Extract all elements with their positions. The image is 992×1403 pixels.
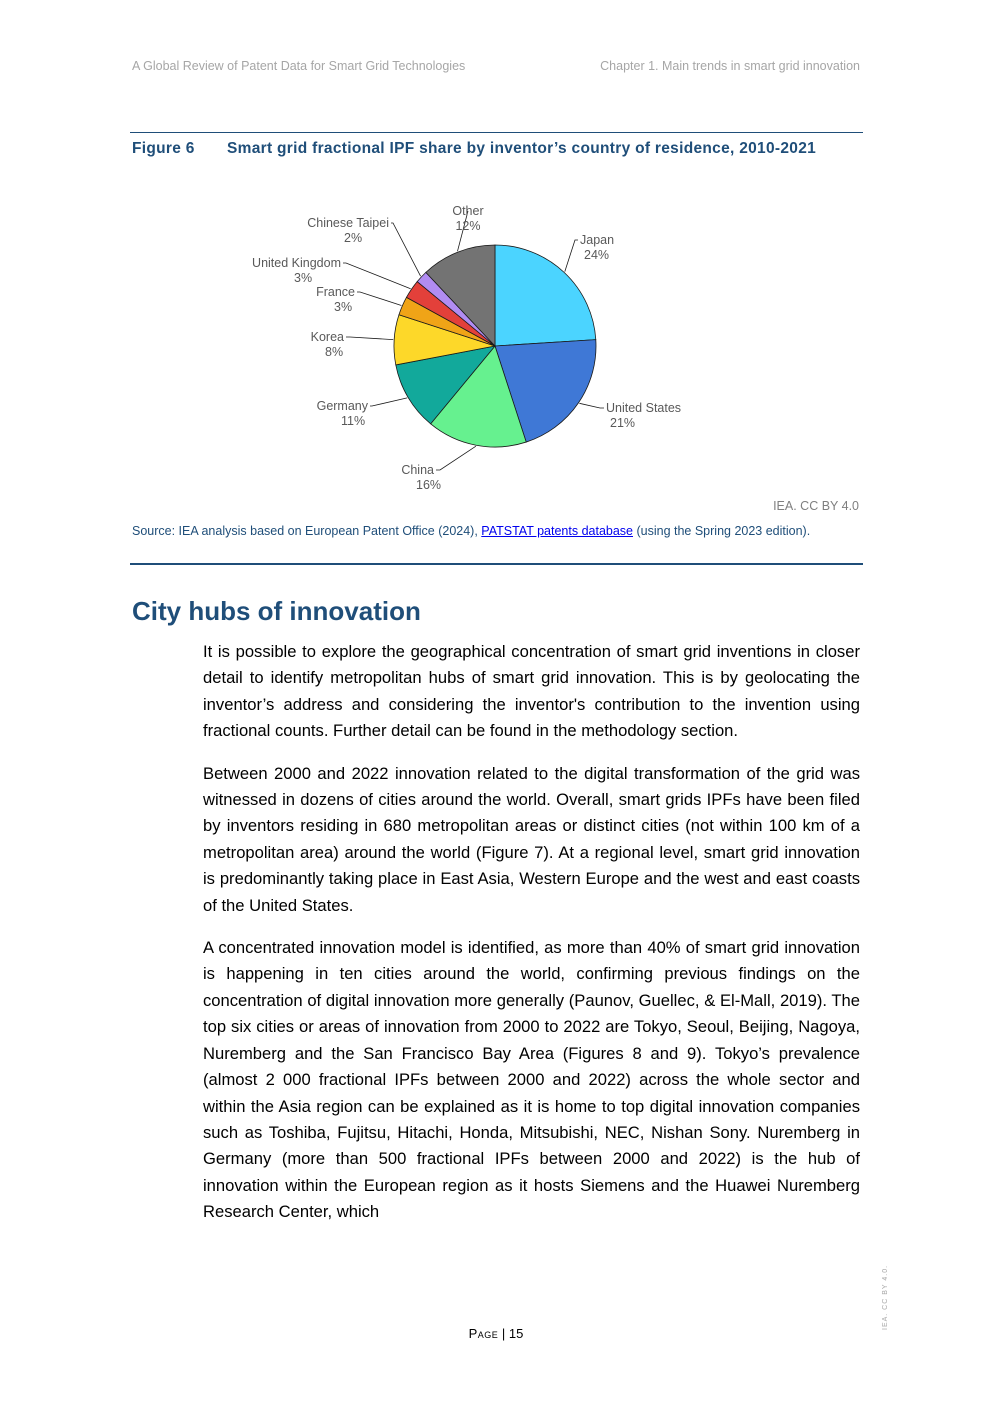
slice-label: Chinese Taipei bbox=[307, 216, 389, 230]
slice-value-label: 16% bbox=[416, 478, 442, 492]
source-text: Source: IEA analysis based on European Patent Office (2024), bbox=[132, 524, 482, 538]
leader-line bbox=[370, 398, 407, 406]
slice-label: China bbox=[401, 463, 434, 477]
leader-line bbox=[391, 223, 421, 276]
page-separator: | bbox=[501, 1326, 506, 1341]
side-license: IEA. CC BY 4.0. bbox=[882, 1264, 889, 1330]
slice-value-label: 2% bbox=[344, 231, 363, 245]
figure-bottom-rule bbox=[130, 563, 863, 565]
slice-value-label: 11% bbox=[341, 414, 366, 428]
leader-line bbox=[579, 403, 604, 408]
slice-label: United States bbox=[606, 401, 682, 415]
slice-value-label: 3% bbox=[294, 271, 313, 285]
slice-label: France bbox=[316, 285, 355, 299]
body-text bbox=[203, 639, 860, 1242]
figure-title: Smart grid fractional IPF share by inventor’s country of residence, 2010-2021 bbox=[227, 140, 817, 157]
figure-number: Figure 6 bbox=[132, 140, 195, 157]
chart-credit: IEA. CC BY 4.0 bbox=[773, 499, 859, 513]
leader-line bbox=[346, 337, 393, 340]
slice-value-label: 3% bbox=[334, 300, 353, 314]
patstat-link[interactable]: PATSTAT patents database bbox=[481, 524, 633, 538]
slice-value-label: 24% bbox=[584, 248, 610, 262]
page-number: 15 bbox=[508, 1326, 524, 1341]
slice-label: Germany bbox=[316, 399, 368, 413]
leader-line bbox=[565, 240, 578, 272]
paragraph: Between 2000 and 2022 innovation related to the digital transformation of the grid was witnessed in dozens of cities around the world. Overall, smart grids IPFs have been filed by inventors residing in 680 metropolitan areas or distinct cities (not within 100 km of a metropolitan area) around the world (Figure 7). At a regional level, smart grid innovation is predominantly taking place in East Asia, Western Europe and the west and east coasts of the United States. bbox=[203, 763, 860, 915]
slice-label: United Kingdom bbox=[252, 256, 341, 270]
running-header-chapter: Chapter 1. Main trends in smart grid innovation bbox=[600, 59, 860, 73]
paragraph: A concentrated innovation model is identified, as more than 40% of smart grid innovation is happening in ten cities around the world, confirming previous findings on the concentration of digital innovation more generally (Paunov, Guellec, & El-Mall, 2019). The top six cities or areas of innovation from 2000 to 2022 are Tokyo, Seoul, Beijing, Nagoya, Nuremberg and the San Francisco Bay Area (Figures 8 and 9). Tokyo’s prevalence (almost 2 000 fractional IPFs between 2000 and 2022) across the whole sector and within the Asia region can be explained as it is home to top digital innovation companies such as Toshiba, Fujitsu, Hitachi, Honda, Mitsubishi, NEC, Nishan Sony. Nuremberg in Germany (more than 500 fractional IPFs between 2000 and 2022) is the hub of innovation within the European region as it hosts Siemens and the Huawei Nuremberg Research Center, which bbox=[203, 938, 860, 1222]
paragraph: It is possible to explore the geographical concentration of smart grid inventions in closer detail to identify metropolitan hubs of smart grid innovation. This is by geolocating the inventor’s address and considering the inventor's contribution to the invention using fractional counts. Further detail can be found in the methodology section. bbox=[203, 642, 860, 741]
leader-line bbox=[436, 446, 476, 470]
figure-caption bbox=[132, 139, 837, 159]
slice-label: Korea bbox=[310, 330, 344, 344]
pie-chart bbox=[200, 195, 760, 495]
slice-label: Other bbox=[452, 204, 484, 218]
slice-value-label: 21% bbox=[610, 416, 636, 430]
section-heading: City hubs of innovation bbox=[132, 596, 421, 626]
running-header-title: A Global Review of Patent Data for Smart Grid Technologies bbox=[132, 59, 466, 73]
source-suffix: (using the Spring 2023 edition). bbox=[633, 524, 811, 538]
page-footer bbox=[0, 1326, 992, 1341]
figure-top-rule bbox=[130, 132, 863, 133]
figure-source bbox=[132, 524, 822, 539]
pie-slice-japan bbox=[495, 245, 596, 346]
slice-value-label: 8% bbox=[325, 345, 344, 359]
page-word: Page bbox=[468, 1326, 499, 1341]
slice-label: Japan bbox=[580, 233, 615, 247]
leader-line bbox=[357, 292, 401, 306]
slice-value-label: 12% bbox=[455, 219, 481, 233]
